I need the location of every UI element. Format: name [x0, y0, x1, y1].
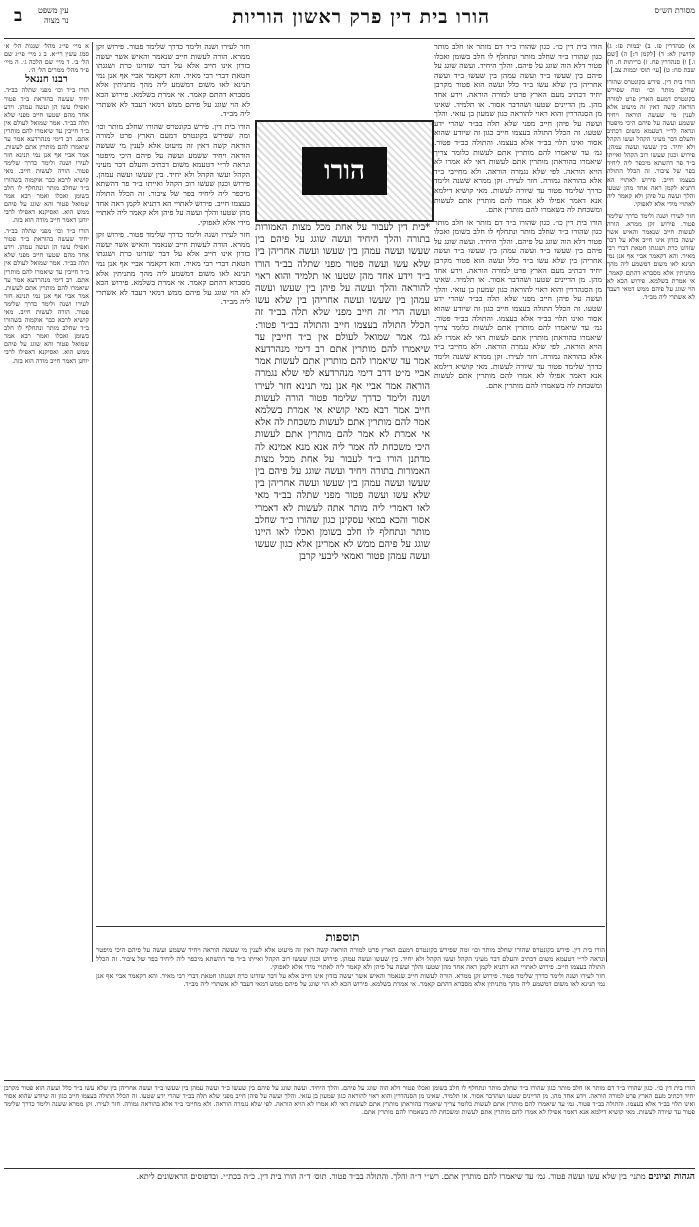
opening-word: הורו: [302, 147, 387, 195]
tosafot-text: חזר לעירו ושנה ולימד כדרך שלימד פטור. פירוש זקן ממרא. הורה לעשות חייב שנאמר והאיש אשר יעשה בזדון אינו חייב אלא על דבר שזדונו כרת ושגגתו חטאת דברי רבי מאיר. והא דקאמר אביי אף אנן נמי תנינא לאו משום דמשמע ליה מהך מתניתין אלא מסברא דהתם קאמר. אי אמרת בשלמא. פירוש הכא לא הוי שוגג על פיהם ממש דמאי דעבד לא אשתרי ליה מב״ד.: [96, 42, 250, 119]
column-divider: [606, 42, 607, 962]
rabbenu-text: הורו ב״ד וכו׳ מפני שתלה בב״ד. יחיד שעשה בהוראת ב״ד פטור ואפילו עשו הן ועשה עמהן. וידע אחד מהם שטעו חייב מפני שלא תלה בב״ד. אמר שמואל לעולם אין ב״ד חייבין עד שיאמרו להם מותרין אתם. רב דימי מנהרדעא אמר עד שיאמרו להם מותרין אתם לעשות. אמר אביי אף אנן נמי תנינא חזר לעירו ושנה ולימד כדרך שלימד פטור. הורה לעשות חייב. מאי קושיא לרבא כבר אוקמוה בשהורו ב״ד שחלב מותר ונתחלף לו חלב בשומן ואכלו ואמר רבא אמר שמואל פטור והא שוגג על פיהם ממש הוא. ואסיקנא דאפילו לרבי יוחנן דאמר חייב מודה הוא בזה.: [4, 86, 89, 224]
page-header: [4, 2, 695, 36]
column-divider-left: [92, 42, 93, 962]
masoret-column: [607, 42, 695, 962]
tosafot-title: תוספות: [325, 930, 360, 944]
bottom-tosafot-text: הורו בית דין. פירש בקונטרס שהורו שחלב מותר וכו׳ ומה שפירש בקונטרס דמעם הארץ פרט למורה הוראה קשה דאין זה מיעוט אלא לענין מי שעשה הוראה ויחיד ששמע ועשה על פיהם היכי מיפטר ונראה לר״י דטעמא משום דכתיב והעלם דבר מעיני הקהל ועשו הקהל ולא יחיד. בין שעשו ועשה עמהן. פירוש וכגון שעשו רוב הקהל ואייתו ב״ד פר דהשתא מיכפר ליה ליחיד בפר של ציבור. זה הכלל התולה בעצמו חייב. פירוש לאתויי הא דתניא לקמן ראה אחד מהן שטעו והלך ועשה על פיהן ולא קאמר ליה לאתויי מידי אלא לאפוקי.: [96, 946, 605, 972]
gemara-text: *בית דין לעבור על אחת מכל מצות האמורות בתורה והלך היחיד ועשה שוגג על פיהם בין שעשו ועשה עמהן בין שעשו ועשה אחריהן בין שלא עשו ועשה פטור מפני שתלה בב״ד הורו ב״ד וידע אחד מהן שטעו או תלמיד והוא ראוי להוראה והלך ועשה על פיהן בין שעשו ועשה עמהן בין שעשו ועשה אחריהן בין שלא עשו ועשה הרי זה חייב מפני שלא תלה בב״ד זה הכלל התולה בעצמו חייב והתולה בב״ד פטור: גמ׳ אמר שמואל לעולם אין ב״ד חייבין עד שיאמרו להם מותרין אתם רב דימי מנהרדעא אמר עד שיאמרו להם מותרין אתם לעשות אמר אביי מ״ט דרב דימי מנהרדעא לפי שלא נגמרה הוראה אמר אביי אף אנן נמי תנינא חזר לעירו ושנה ולימד כדרך שלימד פטור הורה לעשות חייב אמר רבא מאי קושיא אי אמרת בשלמא אמר להם מותרין אתם לעשות משכחת לה אלא אי אמרת לא אמר להם מותרין אתם לעשות היכי משכחת לה אמר ליה אנא מנא אמינא לה מדתנן הורו ב״ד לעבור על אחת מכל מצות האמורות בתורה ויחיד ועשה שוגג על פיהם בין שעשו ועשה עמהן בין שעשו ועשה אחריהן בין שלא עשו ועשה פטור מפני שתלה בב״ד מאי לאו דאמרי ליה מותר אתה לעשות לא דאמרי אסור והכא במאי עסקינן כגון שהורו ב״ד שחלב מותר ונתחלף לו חלב בשומן ואכלו לאו היינו שוגג על פיהם ממש לא אמרינן אלא כגון שעשו ועשה עמהן פטור ואמאי ליבעי קרבן: [255, 222, 430, 563]
tosafot-column: [96, 42, 250, 922]
bottom-tosafot: [96, 946, 605, 1076]
rashi-text: הורו בית דין כו׳. כגון שהורו ב״ד דם מותר או חלב מותר כגון שהורו ב״ד שחלב מותר ונתחלף לו חלב בשומן ואכלו פטור דלא הוה שוגג על פיהם. והלך היחיד. ועשה שוגג על פיהם בין שעשו ב״ד ועשה עמהן בין שעשו ב״ד ועשה אחריהן בין שלא עשו ב״ד כלל ועשה הוא פטור מקרבן יחיד דכתיב מעם הארץ פרט למורה הוראה. וידע אחד מהן. מן הדיינים שטעו ושהדבר אסור. או תלמיד. שאינו מן הסנהדרין והוא ראוי להוראה כגון שמעון בן עזאי. והלך ועשה על פיהן חייב מפני שלא תלה בב״ד שהרי ידע שטעו. זה הכלל התולה בעצמו חייב כגון זה שיודע שהוא אסור ואינו תלוי בב״ד אלא בעצמו. והתולה בב״ד פטור. גמ׳ עד שיאמרו להם מותרין אתם לעשות כלומר צריך שיאמרו בהוראתן מותרין אתם לעשות דאי לא אמרו לא הויא הוראה. לפי שלא נגמרה הוראה. ולא מחייבי ב״ד אלא בהוראה גמורה. חזר לעירו. זקן ממרא ששנה ולימד כדרך שלימד פטור עד שיורה לעשות. מאי קושיא דילמא אנא דאמר אפילו לא אמרו להם מותרין אתם לעשות ומשכחת לה בשאמרו להם מותרין אתם.: [434, 42, 602, 215]
bottom-tosafot-text-2: חזר לעירו ושנה ולימד כדרך שלימד פטור. פירוש זקן ממרא. הורה לעשות חייב שנאמר והאיש אשר יעשה בזדון אינו חייב אלא על דבר שזדונו כרת ושגגתו חטאת דברי רבי מאיר. והא דקאמר אביי אף אנן נמי תנינא לאו משום דמשמע ליה מהך מתניתין אלא מסברא דהתם קאמר. אי אמרת בשלמא. פירוש הכא לא הוי שוגג על פיהם ממש דמאי דעבד לא אשתרי ליה מב״ד.: [96, 971, 605, 989]
masoret-label: מסורת הש״ס: [654, 6, 695, 15]
rabbenu-text-cont: הורו ב״ד וכו׳ מפני שתלה בב״ד. יחיד שעשה בהוראת ב״ד פטור ואפילו עשו הן ועשה עמהן. וידע אחד מהם שטעו חייב מפני שלא תלה בב״ד. אמר שמואל לעולם אין ב״ד חייבין עד שיאמרו להם מותרין אתם. רב דימי מנהרדעא אמר עד שיאמרו להם מותרין אתם לעשות. אמר אביי אף אנן נמי תנינא חזר לעירו ושנה ולימד כדרך שלימד פטור. הורה לעשות חייב. מאי קושיא לרבא כבר אוקמוה בשהורו ב״ד שחלב מותר ונתחלף לו חלב בשומן ואכלו ואמר רבא אמר שמואל פטור והא שוגג על פיהם ממש הוא. ואסיקנא דאפילו לרבי יוחנן דאמר חייב מודה הוא בזה.: [4, 227, 89, 365]
tosafot-right-text-2: חזר לעירו ושנה ולימד כדרך שלימד פטור. פירוש זקן ממרא. הורה לעשות חייב שנאמר והאיש אשר יעשה בזדון אינו חייב אלא על דבר שזדונו כרת ושגגתו חטאת דברי רבי מאיר. והא דקאמר אביי אף אנן נמי תנינא לאו משום דמשמע ליה מהך מתניתין אלא מסברא דהתם קאמר. אי אמרת בשלמא. פירוש הכא לא הוי שוגג על פיהם ממש דמאי דעבד לא אשתרי ליה מב״ד.: [607, 211, 695, 301]
left-margin-column: [4, 42, 89, 962]
page-number: ב: [14, 6, 23, 26]
ein-mishpat-label: עין משפט נר מצוה: [38, 6, 69, 25]
tosafot-text-cont-2: חזר לעירו ושנה ולימד כדרך שלימד פטור. פירוש זקן ממרא. הורה לעשות חייב שנאמר והאיש אשר יעשה בזדון אינו חייב אלא על דבר שזדונו כרת ושגגתו חטאת דברי רבי מאיר. והא דקאמר אביי אף אנן נמי תנינא לאו משום דמשמע ליה מהך מתניתין אלא מסברא דהתם קאמר. אי אמרת בשלמא. פירוש הכא לא הוי שוגג על פיהם ממש דמאי דעבד לא אשתרי ליה מב״ד.: [96, 230, 250, 307]
footer-notes: [4, 1172, 695, 1222]
header-rule: [4, 38, 695, 39]
bottom-commentary-text: הורו בית דין כו׳. כגון שהורו ב״ד דם מותר או חלב מותר כגון שהורו ב״ד שחלב מותר ונתחלף לו חלב בשומן ואכלו פטור דלא הוה שוגג על פיהם. והלך היחיד. ועשה שוגג על פיהם בין שעשו ב״ד ועשה עמהן בין שעשו ב״ד ועשה אחריהן בין שלא עשו ב״ד כלל ועשה הוא פטור מקרבן יחיד דכתיב מעם הארץ פרט למורה הוראה. וידע אחד מהן. מן הדיינים שטעו ושהדבר אסור. או תלמיד. שאינו מן הסנהדרין והוא ראוי להוראה כגון שמעון בן עזאי. והלך ועשה על פיהן חייב מפני שלא תלה בב״ד שהרי ידע שטעו. זה הכלל התולה בעצמו חייב כגון זה שיודע שהוא אסור ואינו תלוי בב״ד אלא בעצמו. והתולה בב״ד פטור. גמ׳ עד שיאמרו להם מותרין אתם לעשות כלומר צריך שיאמרו בהוראתן מותרין אתם לעשות דאי לא אמרו לא הויא הוראה. לפי שלא נגמרה הוראה. ולא מחייבי ב״ד אלא בהוראה גמורה. חזר לעירו. זקן ממרא ששנה ולימד כדרך שלימד פטור עד שיורה לעשות. מאי קושיא דילמא אנא דאמר אפילו לא אמרו להם מותרין אתם לעשות ומשכחת לה בשאמרו להם מותרין אתם.: [4, 1084, 695, 1117]
tosafot-right-text: הורו בית דין. פירש בקונטרס שהורו שחלב מותר וכו׳ ומה שפירש בקונטרס דמעם הארץ פרט למורה הוראה קשה דאין זה מיעוט אלא לענין מי שעשה הוראה ויחיד ששמע ועשה על פיהם היכי מיפטר ונראה לר״י דטעמא משום דכתיב והעלם דבר מעיני הקהל ועשו הקהל ולא יחיד. בין שעשו ועשה עמהן. פירוש וכגון שעשו רוב הקהל ואייתו ב״ד פר דהשתא מיכפר ליה ליחיד בפר של ציבור. זה הכלל התולה בעצמו חייב. פירוש לאתויי הא דתניא לקמן ראה אחד מהן שטעו והלך ועשה על פיהן ולא קאמר ליה לאתויי מידי אלא לאפוקי.: [607, 78, 695, 208]
masoret-text: א) סנהדרין פז. ב) יבמות פז: ג) קדושין לא: ד) [לקמן ד:] ה) [שם ו.] ו) סנהדרין פח. ז) כריתות ח. ח) שבת סח: ט) [עי׳ תוס׳ יבמות צב.]: [607, 42, 695, 75]
rabbenu-title: רבנו חננאל: [25, 74, 68, 86]
ein-mishpat-text: א מיי׳ פי״ג מהל׳ שגגות הל׳ א׳ סמג עשין רי״א. ב ג מיי׳ פי״ג שם הל׳ ב׳. ד מיי׳ שם הלכה ג׳. ה מיי׳ פ״ד מהל׳ ממרים הל׳ ה׳.: [4, 42, 89, 75]
bottom-rule: [4, 1080, 695, 1081]
rashi-text-cont: הורו בית דין כו׳. כגון שהורו ב״ד דם מותר או חלב מותר כגון שהורו ב״ד שחלב מותר ונתחלף לו חלב בשומן ואכלו פטור דלא הוה שוגג על פיהם. והלך היחיד. ועשה שוגג על פיהם בין שעשו ב״ד ועשה עמהן בין שעשו ב״ד ועשה אחריהן בין שלא עשו ב״ד כלל ועשה הוא פטור מקרבן יחיד דכתיב מעם הארץ פרט למורה הוראה. וידע אחד מהן. מן הדיינים שטעו ושהדבר אסור. או תלמיד. שאינו מן הסנהדרין והוא ראוי להוראה כגון שמעון בן עזאי. והלך ועשה על פיהן חייב מפני שלא תלה בב״ד שהרי ידע שטעו. זה הכלל התולה בעצמו חייב כגון זה שיודע שהוא אסור ואינו תלוי בב״ד אלא בעצמו. והתולה בב״ד פטור. גמ׳ עד שיאמרו להם מותרין אתם לעשות כלומר צריך שיאמרו בהוראתן מותרין אתם לעשות דאי לא אמרו לא הויא הוראה. לפי שלא נגמרה הוראה. ולא מחייבי ב״ד אלא בהוראה גמורה. חזר לעירו. זקן ממרא ששנה ולימד כדרך שלימד פטור עד שיורה לעשות. מאי קושיא דילמא אנא דאמר אפילו לא אמרו להם מותרין אתם לעשות ומשכחת לה בשאמרו להם מותרין אתם.: [434, 217, 602, 390]
running-title: הורו בית דין פרק ראשון הוריות: [232, 6, 490, 28]
notes-text: מתני׳ בין שלא עשו ועשה פטור. גמ׳ עד שיאמרו להם מותרין אתם. רש״י ד״ה והלך. והתולה בב״ד פטור. תוס׳ ד״ה הורו בית דין. כ״ה בכת״י. ובדפוסים הראשונים ליתא.: [136, 1172, 646, 1181]
gemara-column: [255, 222, 430, 922]
tosafot-text-cont: הורו בית דין. פירש בקונטרס שהורו שחלב מותר וכו׳ ומה שפירש בקונטרס דמעם הארץ פרט למורה הוראה קשה דאין זה מיעוט אלא לענין מי שעשה הוראה ויחיד ששמע ועשה על פיהם היכי מיפטר ונראה לר״י דטעמא משום דכתיב והעלם דבר מעיני הקהל ועשו הקהל ולא יחיד. בין שעשו ועשה עמהן. פירוש וכגון שעשו רוב הקהל ואייתו ב״ד פר דהשתא מיכפר ליה ליחיד בפר של ציבור. זה הכלל התולה בעצמו חייב. פירוש לאתויי הא דתניא לקמן ראה אחד מהן שטעו והלך ועשה על פיהן ולא קאמר ליה לאתויי מידי אלא לאפוקי.: [96, 121, 250, 227]
bottom-commentary: [4, 1084, 695, 1164]
rashi-column: [434, 42, 602, 922]
footer-rule: [4, 1168, 695, 1169]
tosafot-top-rule: [96, 926, 605, 927]
notes-title: הגהות וציונים: [648, 1172, 695, 1182]
opening-word-frame: [255, 120, 434, 222]
